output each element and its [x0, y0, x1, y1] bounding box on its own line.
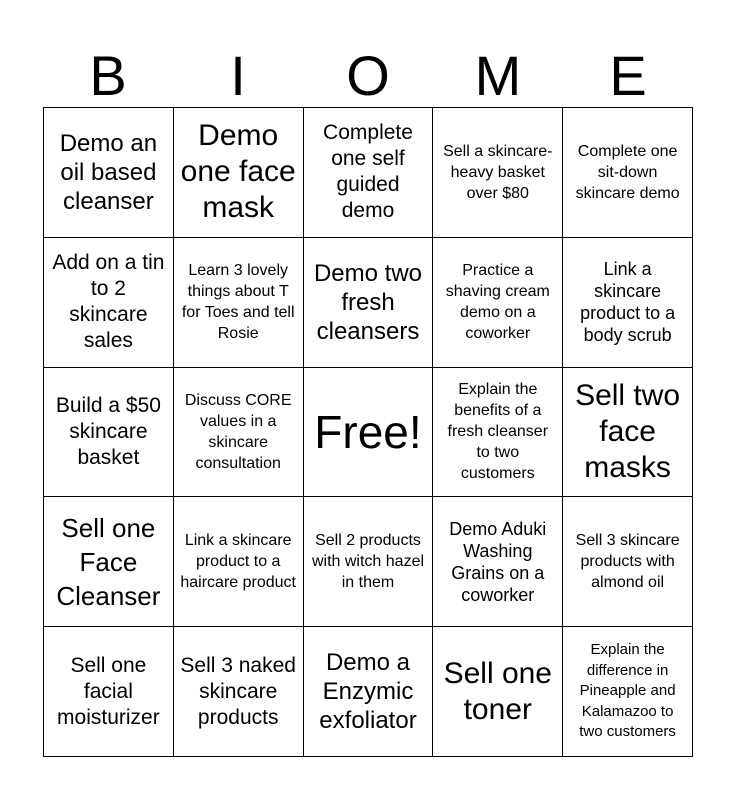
bingo-header	[43, 45, 693, 107]
bingo-cell[interactable]	[174, 368, 304, 498]
bingo-cell[interactable]	[304, 627, 434, 757]
bingo-cell[interactable]	[563, 238, 693, 368]
bingo-cell[interactable]	[433, 238, 563, 368]
cell-text: Demo one face mask	[180, 119, 296, 225]
bingo-cell[interactable]	[174, 108, 304, 238]
cell-text: Complete one sit-down skincare demo	[575, 142, 680, 202]
bingo-cell[interactable]	[44, 368, 174, 498]
bingo-cell[interactable]	[433, 627, 563, 757]
cell-text: Sell 3 skincare products with almond oil	[575, 532, 680, 592]
header-letter-o: O	[346, 44, 390, 107]
bingo-cell[interactable]	[44, 497, 174, 627]
bingo-cell[interactable]	[44, 238, 174, 368]
cell-text: Sell one Face Cleanser	[56, 512, 161, 611]
bingo-cell[interactable]	[44, 108, 174, 238]
cell-text: Learn 3 lovely things about T for Toes and tell Rosie	[181, 262, 295, 343]
bingo-cell[interactable]	[174, 627, 304, 757]
cell-text: Sell 3 naked skincare products	[180, 653, 296, 729]
cell-text: Complete one self guided demo	[323, 121, 413, 223]
cell-text: Discuss CORE values in a skincare consultation	[184, 391, 292, 472]
header-letter-e: E	[609, 44, 647, 107]
cell-text: Sell one facial moisturizer	[57, 653, 160, 729]
bingo-cell[interactable]	[563, 497, 693, 627]
cell-text: Link a skincare product to a haircare product	[180, 532, 296, 592]
cell-text: Add on a tin to 2 skincare sales	[52, 251, 165, 353]
bingo-cell[interactable]	[563, 108, 693, 238]
bingo-cell[interactable]	[304, 238, 434, 368]
cell-text: Explain the difference in Pineapple and Kalamazoo to two customers	[579, 641, 676, 741]
bingo-cell[interactable]	[304, 108, 434, 238]
free-space[interactable]	[304, 368, 434, 498]
cell-text: Explain the benefits of a fresh cleanser to two customers	[447, 381, 549, 483]
bingo-cell[interactable]	[174, 497, 304, 627]
bingo-cell[interactable]	[563, 627, 693, 757]
cell-text: Sell two face masks	[575, 378, 681, 484]
cell-text: Demo Aduki Washing Grains on a coworker	[449, 518, 547, 605]
bingo-cell[interactable]	[433, 497, 563, 627]
cell-text: Build a $50 skincare basket	[55, 393, 161, 469]
cell-text: Demo a Enzymic exfoliator	[319, 649, 417, 735]
bingo-cell[interactable]	[563, 368, 693, 498]
cell-text: Demo two fresh cleansers	[313, 259, 423, 345]
cell-text: Sell one toner	[443, 656, 552, 726]
cell-text: Sell a skincare-heavy basket over $80	[443, 142, 553, 202]
cell-text: Sell 2 products with witch hazel in them	[311, 532, 425, 592]
bingo-cell[interactable]	[304, 497, 434, 627]
header-letter-b: B	[89, 44, 127, 107]
header-letter-i: I	[230, 44, 246, 107]
bingo-cell[interactable]	[433, 368, 563, 498]
bingo-board	[43, 107, 693, 757]
cell-text: Link a skincare product to a body scrub	[580, 259, 676, 346]
header-letter-m: M	[474, 44, 522, 107]
cell-text: Practice a shaving cream demo on a coworker	[445, 262, 550, 343]
bingo-cell[interactable]	[174, 238, 304, 368]
free-space-text: Free!	[314, 405, 422, 458]
cell-text: Demo an oil based cleanser	[59, 129, 158, 215]
bingo-cell[interactable]	[44, 627, 174, 757]
bingo-cell[interactable]	[433, 108, 563, 238]
